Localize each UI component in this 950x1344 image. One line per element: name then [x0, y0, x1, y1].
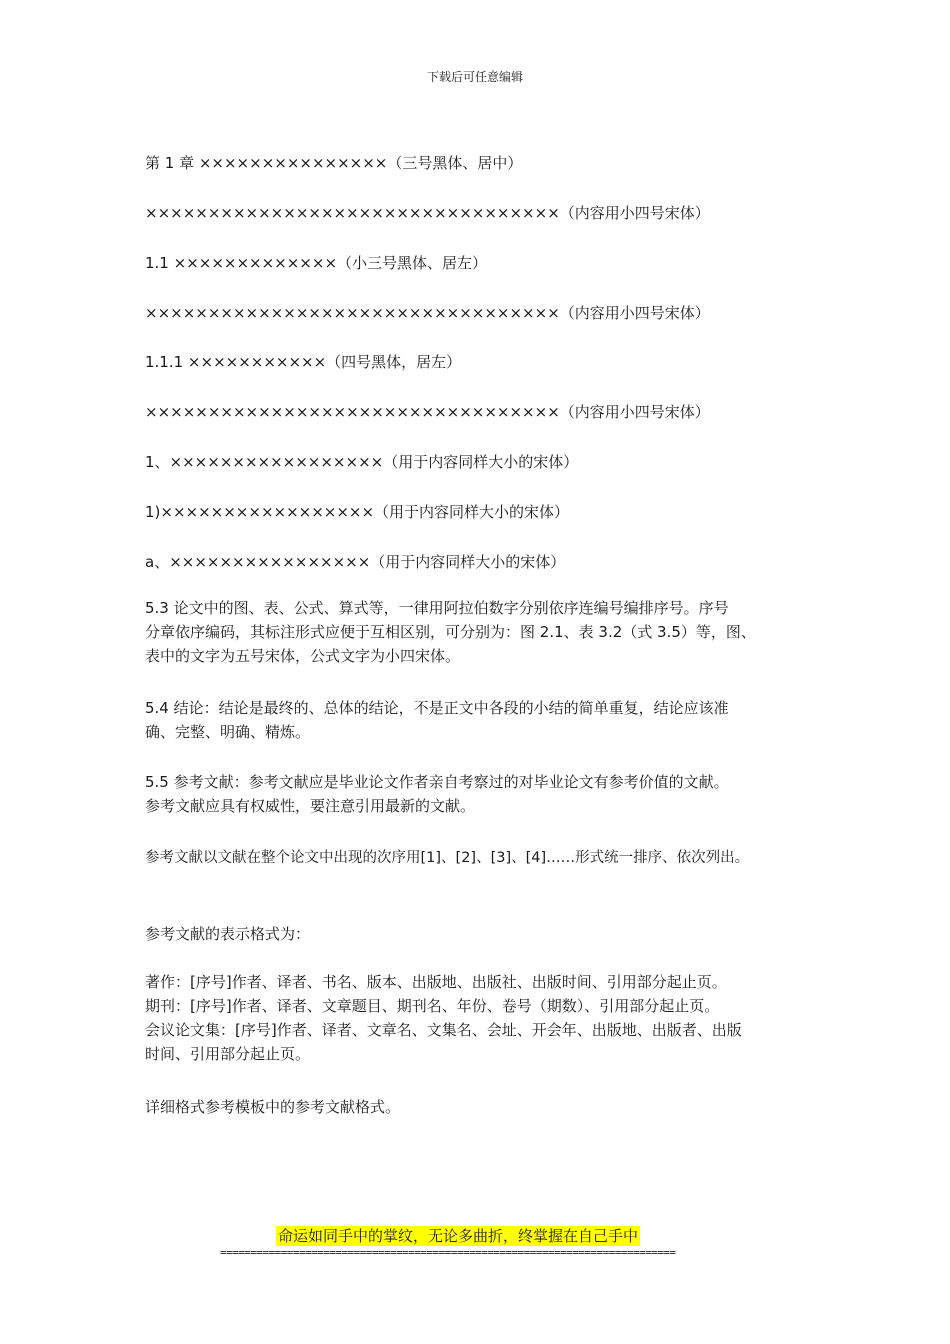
- reference-format-item: 时间、引用部分起止页。: [145, 1045, 311, 1063]
- list-level-2-example: 1)×××××××××××××××××（用于内容同样大小的宋体）: [145, 503, 570, 521]
- reference-format-item: 著作：[序号]作者、译者、书名、版本、出版地、出版社、出版时间、引用部分起止页。: [145, 973, 727, 991]
- paragraph-5-3: [145, 596, 756, 668]
- reference-order-note: 参考文献以文献在整个论文中出现的次序用[1]、[2]、[3]、[4]……形式统一排序、依次列出。: [145, 850, 750, 866]
- paragraph-line: 确、完整、明确、精炼。: [145, 723, 311, 741]
- paragraph-line: 参考文献应具有权威性，要注意引用最新的文献。: [145, 797, 476, 815]
- reference-format-item: 会议论文集：[序号]作者、译者、文章名、文集名、会址、开会年、出版地、出版者、出版: [145, 1021, 742, 1039]
- paragraph-5-5: [145, 770, 729, 818]
- reference-format-item: 期刊：[序号]作者、译者、文章题目、期刊名、年份、卷号（期数）、引用部分起止页。: [145, 997, 720, 1015]
- reference-format-title: 参考文献的表示格式为：: [145, 925, 311, 943]
- list-level-1-example: 1、×××××××××××××××××（用于内容同样大小的宋体）: [145, 453, 579, 471]
- chapter-heading: 第 1 章 ×××××××××××××××（三号黑体、居中）: [145, 154, 523, 172]
- paragraph-line: 5.5 参考文献：参考文献应是毕业论文作者亲自考察过的对毕业论文有参考价值的文献。: [145, 773, 729, 791]
- footer-divider: ===========================================================================: [220, 1246, 676, 1259]
- reference-format-list: [145, 970, 742, 1066]
- paragraph-line: 5.4 结论：结论是最终的、总体的结论，不是正文中各段的小结的简单重复，结论应该准: [145, 699, 729, 717]
- subsection-heading: 1.1.1 ×××××××××××（四号黑体，居左）: [145, 353, 462, 371]
- paragraph-line: 5.3 论文中的图、表、公式、算式等，一律用阿拉伯数字分别依序连编号编排序号。序号: [145, 599, 729, 617]
- body-placeholder-line: ×××××××××××××××××××××××××××××××××（内容用小四号宋体）: [145, 403, 710, 421]
- body-placeholder-line: ×××××××××××××××××××××××××××××××××（内容用小四号宋体）: [145, 304, 710, 322]
- footer-motto: 命运如同手中的掌纹，无论多曲折，终掌握在自己手中: [278, 1227, 639, 1245]
- list-level-3-example: a、××××××××××××××××（用于内容同样大小的宋体）: [145, 553, 566, 571]
- paragraph-line: 分章依序编码，其标注形式应便于互相区别，可分别为：图 2.1、表 3.2（式 3.5）等，图、: [145, 623, 756, 641]
- section-heading: 1.1 ×××××××××××××（小三号黑体、居左）: [145, 254, 488, 272]
- detail-format-note: 详细格式参考模板中的参考文献格式。: [145, 1098, 401, 1116]
- page-header: 下载后可任意编辑: [426, 70, 523, 84]
- body-placeholder-line: ×××××××××××××××××××××××××××××××××（内容用小四号宋体）: [145, 204, 710, 222]
- paragraph-line: 表中的文字为五号宋体，公式文字为小四宋体。: [145, 647, 461, 665]
- paragraph-5-4: [145, 696, 729, 744]
